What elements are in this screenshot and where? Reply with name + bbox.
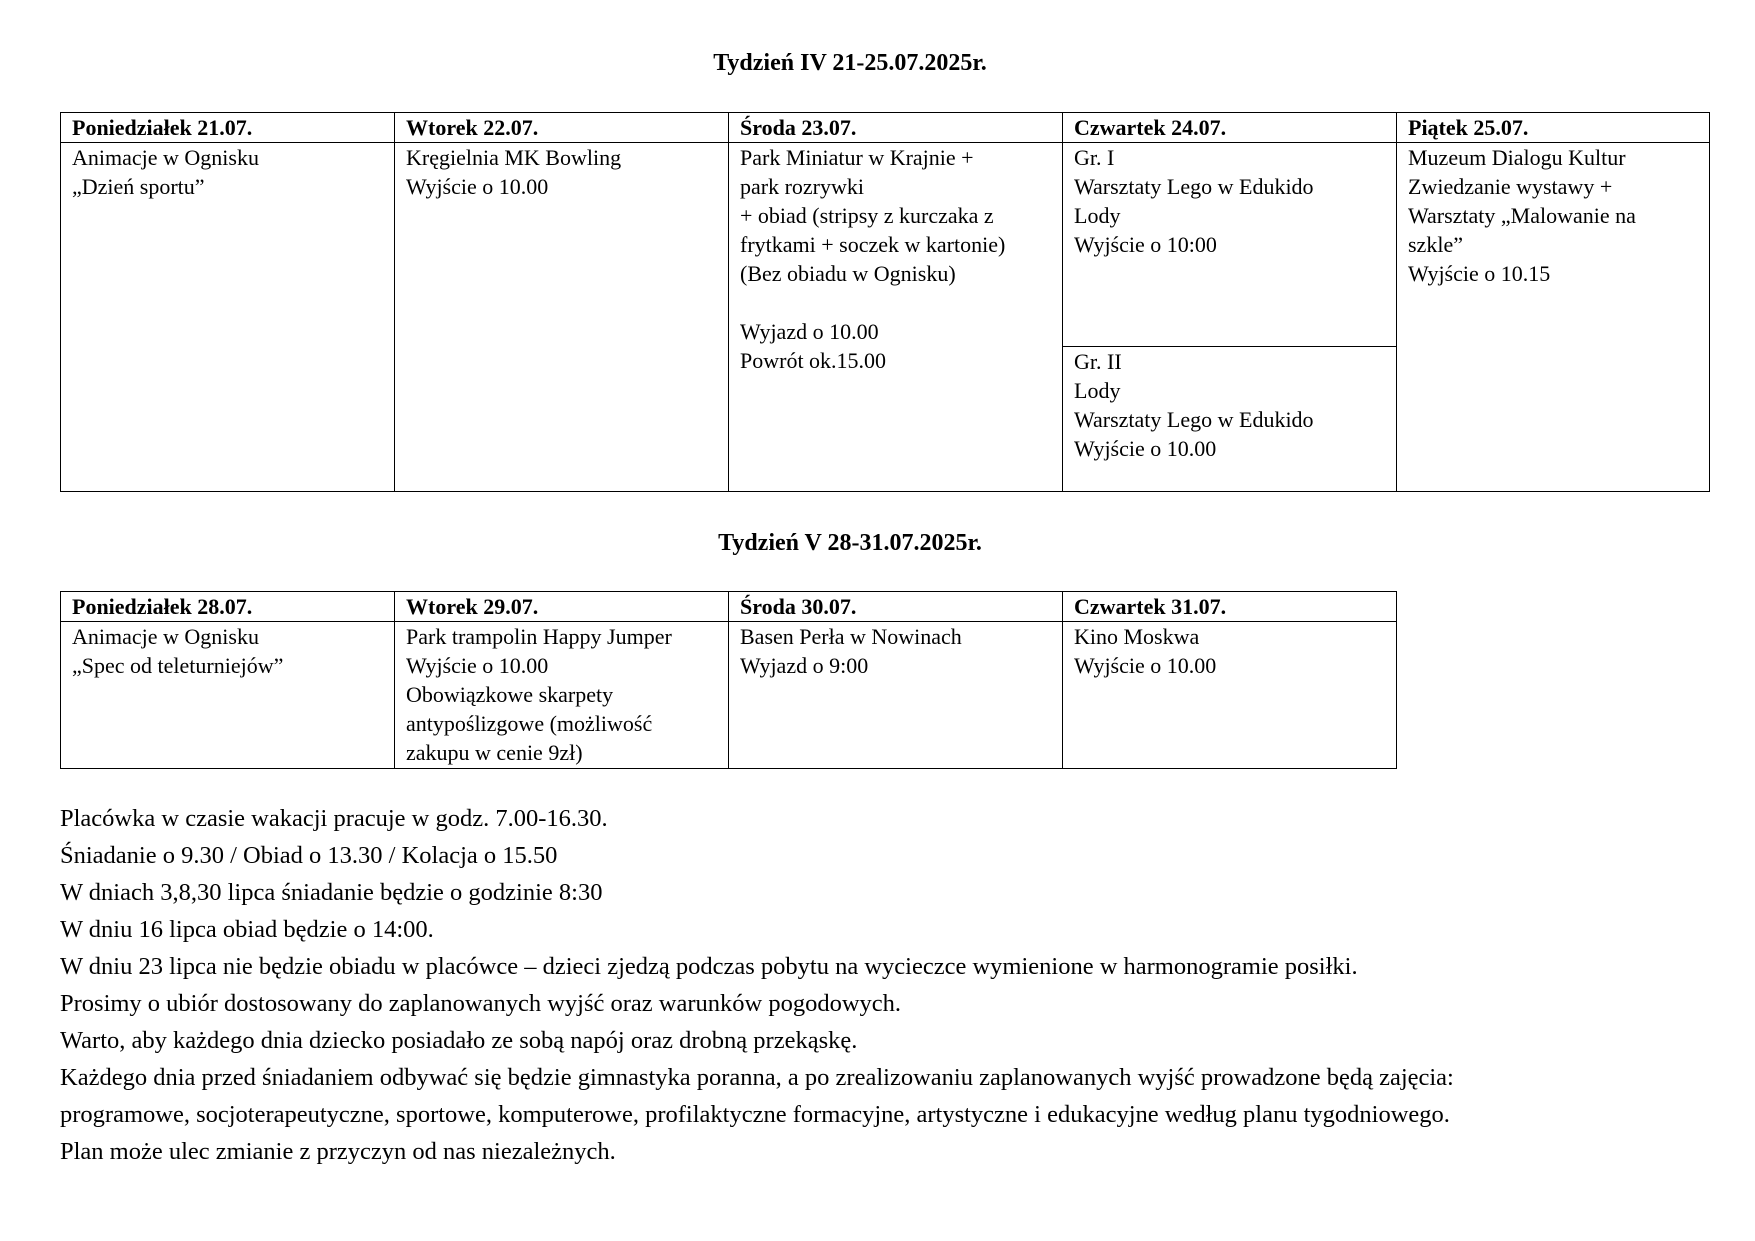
cell-line: Park trampolin Happy Jumper <box>406 624 672 649</box>
cell-line: Gr. I <box>1074 145 1115 170</box>
cell-line: Wyjście o 10:00 <box>1074 232 1217 257</box>
cell-line: Warsztaty Lego w Edukido <box>1074 407 1314 432</box>
cell-line: szkle” <box>1408 232 1463 257</box>
cell-line: Obowiązkowe skarpety <box>406 682 614 707</box>
cell-line: frytkami + soczek w kartonie) <box>740 232 1006 257</box>
cell-line: Powrót ok.15.00 <box>740 348 887 373</box>
cell-line: Lody <box>1074 378 1121 403</box>
week4-cell-tuesday <box>395 143 729 492</box>
cell-line: park rozrywki <box>740 174 865 199</box>
week4-header-wednesday: Środa 23.07. <box>729 113 1063 143</box>
cell-line: „Spec od teleturniejów” <box>72 653 284 678</box>
note-line: Plan może ulec zmianie z przyczyn od nas niezależnych. <box>60 1138 616 1165</box>
week5-header-monday: Poniedziałek 28.07. <box>61 592 395 622</box>
cell-line: Wyjście o 10.00 <box>1074 436 1217 461</box>
week4-cell-friday <box>1397 143 1710 492</box>
note-line: programowe, socjoterapeutyczne, sportowe, komputerowe, profilaktyczne formacyjne, artystyczne i edukacyjne według planu tygodniowego. <box>60 1101 1450 1128</box>
week4-cell-wednesday <box>729 143 1063 492</box>
cell-line: Wyjście o 10.00 <box>406 174 549 199</box>
cell-line: Kręgielnia MK Bowling <box>406 145 622 170</box>
week4-cell-thursday-group2 <box>1063 347 1397 492</box>
week5-activity-row <box>61 622 1397 769</box>
cell-line: Gr. II <box>1074 349 1122 374</box>
week4-cell-thursday-group1 <box>1063 143 1397 347</box>
week5-header-row <box>61 592 1397 622</box>
cell-line: Wyjście o 10.15 <box>1408 261 1551 286</box>
cell-line: „Dzień sportu” <box>72 174 205 199</box>
note-line: Placówka w czasie wakacji pracuje w godz. 7.00-16.30. <box>60 805 608 832</box>
cell-line: Wyjazd o 10.00 <box>740 319 879 344</box>
cell-line: Basen Perła w Nowinach <box>740 624 962 649</box>
cell-line: Warsztaty Lego w Edukido <box>1074 174 1314 199</box>
week5-header-thursday: Czwartek 31.07. <box>1063 592 1397 622</box>
cell-line: Kino Moskwa <box>1074 624 1200 649</box>
cell-line: + obiad (stripsy z kurczaka z <box>740 203 994 228</box>
cell-line: Wyjście o 10.00 <box>1074 653 1217 678</box>
cell-line: Lody <box>1074 203 1121 228</box>
week4-table <box>60 112 1710 492</box>
note-line: W dniu 16 lipca obiad będzie o 14:00. <box>60 916 434 943</box>
week4-activity-row <box>61 143 1710 347</box>
week4-header-friday: Piątek 25.07. <box>1397 113 1710 143</box>
cell-line: antypoślizgowe (możliwość <box>406 711 653 736</box>
week5-cell-wednesday <box>729 622 1063 769</box>
note-line: Każdego dnia przed śniadaniem odbywać się będzie gimnastyka poranna, a po zrealizowaniu zaplanowanych wyjść prowadzone będą zajęcia: <box>60 1064 1454 1091</box>
week5-cell-monday <box>61 622 395 769</box>
note-line: Warto, aby każdego dnia dziecko posiadało ze sobą napój oraz drobną przekąskę. <box>60 1027 858 1054</box>
note-line: Śniadanie o 9.30 / Obiad o 13.30 / Kolacja o 15.50 <box>60 842 558 869</box>
cell-line: Animacje w Ognisku <box>72 624 259 649</box>
week5-cell-thursday <box>1063 622 1397 769</box>
cell-line: Warsztaty „Malowanie na <box>1408 203 1636 228</box>
cell-line: Wyjazd o 9:00 <box>740 653 869 678</box>
week4-header-thursday: Czwartek 24.07. <box>1063 113 1397 143</box>
week4-header-tuesday: Wtorek 22.07. <box>395 113 729 143</box>
week4-title: Tydzień IV 21-25.07.2025r. <box>713 50 987 76</box>
cell-line: Zwiedzanie wystawy + <box>1408 174 1613 199</box>
week5-table <box>60 591 1397 769</box>
cell-line: zakupu w cenie 9zł) <box>406 740 583 765</box>
week4-header-row <box>61 113 1710 143</box>
note-line: Prosimy o ubiór dostosowany do zaplanowanych wyjść oraz warunków pogodowych. <box>60 990 902 1017</box>
week5-header-tuesday: Wtorek 29.07. <box>395 592 729 622</box>
cell-line: Wyjście o 10.00 <box>406 653 549 678</box>
cell-line: (Bez obiadu w Ognisku) <box>740 261 956 286</box>
note-line: W dniu 23 lipca nie będzie obiadu w placówce – dzieci zjedzą podczas pobytu na wycieczce wymienione w harmonogramie posiłki. <box>60 953 1358 980</box>
week4-header-monday: Poniedziałek 21.07. <box>61 113 395 143</box>
cell-line-spacer <box>740 288 1062 317</box>
notes-section <box>60 800 1750 1170</box>
week4-cell-monday <box>61 143 395 492</box>
cell-line: Park Miniatur w Krajnie + <box>740 145 974 170</box>
week5-cell-tuesday <box>395 622 729 769</box>
week5-title: Tydzień V 28-31.07.2025r. <box>718 530 982 556</box>
cell-line: Animacje w Ognisku <box>72 145 259 170</box>
week5-header-wednesday: Środa 30.07. <box>729 592 1063 622</box>
cell-line: Muzeum Dialogu Kultur <box>1408 145 1626 170</box>
note-line: W dniach 3,8,30 lipca śniadanie będzie o godzinie 8:30 <box>60 879 603 906</box>
